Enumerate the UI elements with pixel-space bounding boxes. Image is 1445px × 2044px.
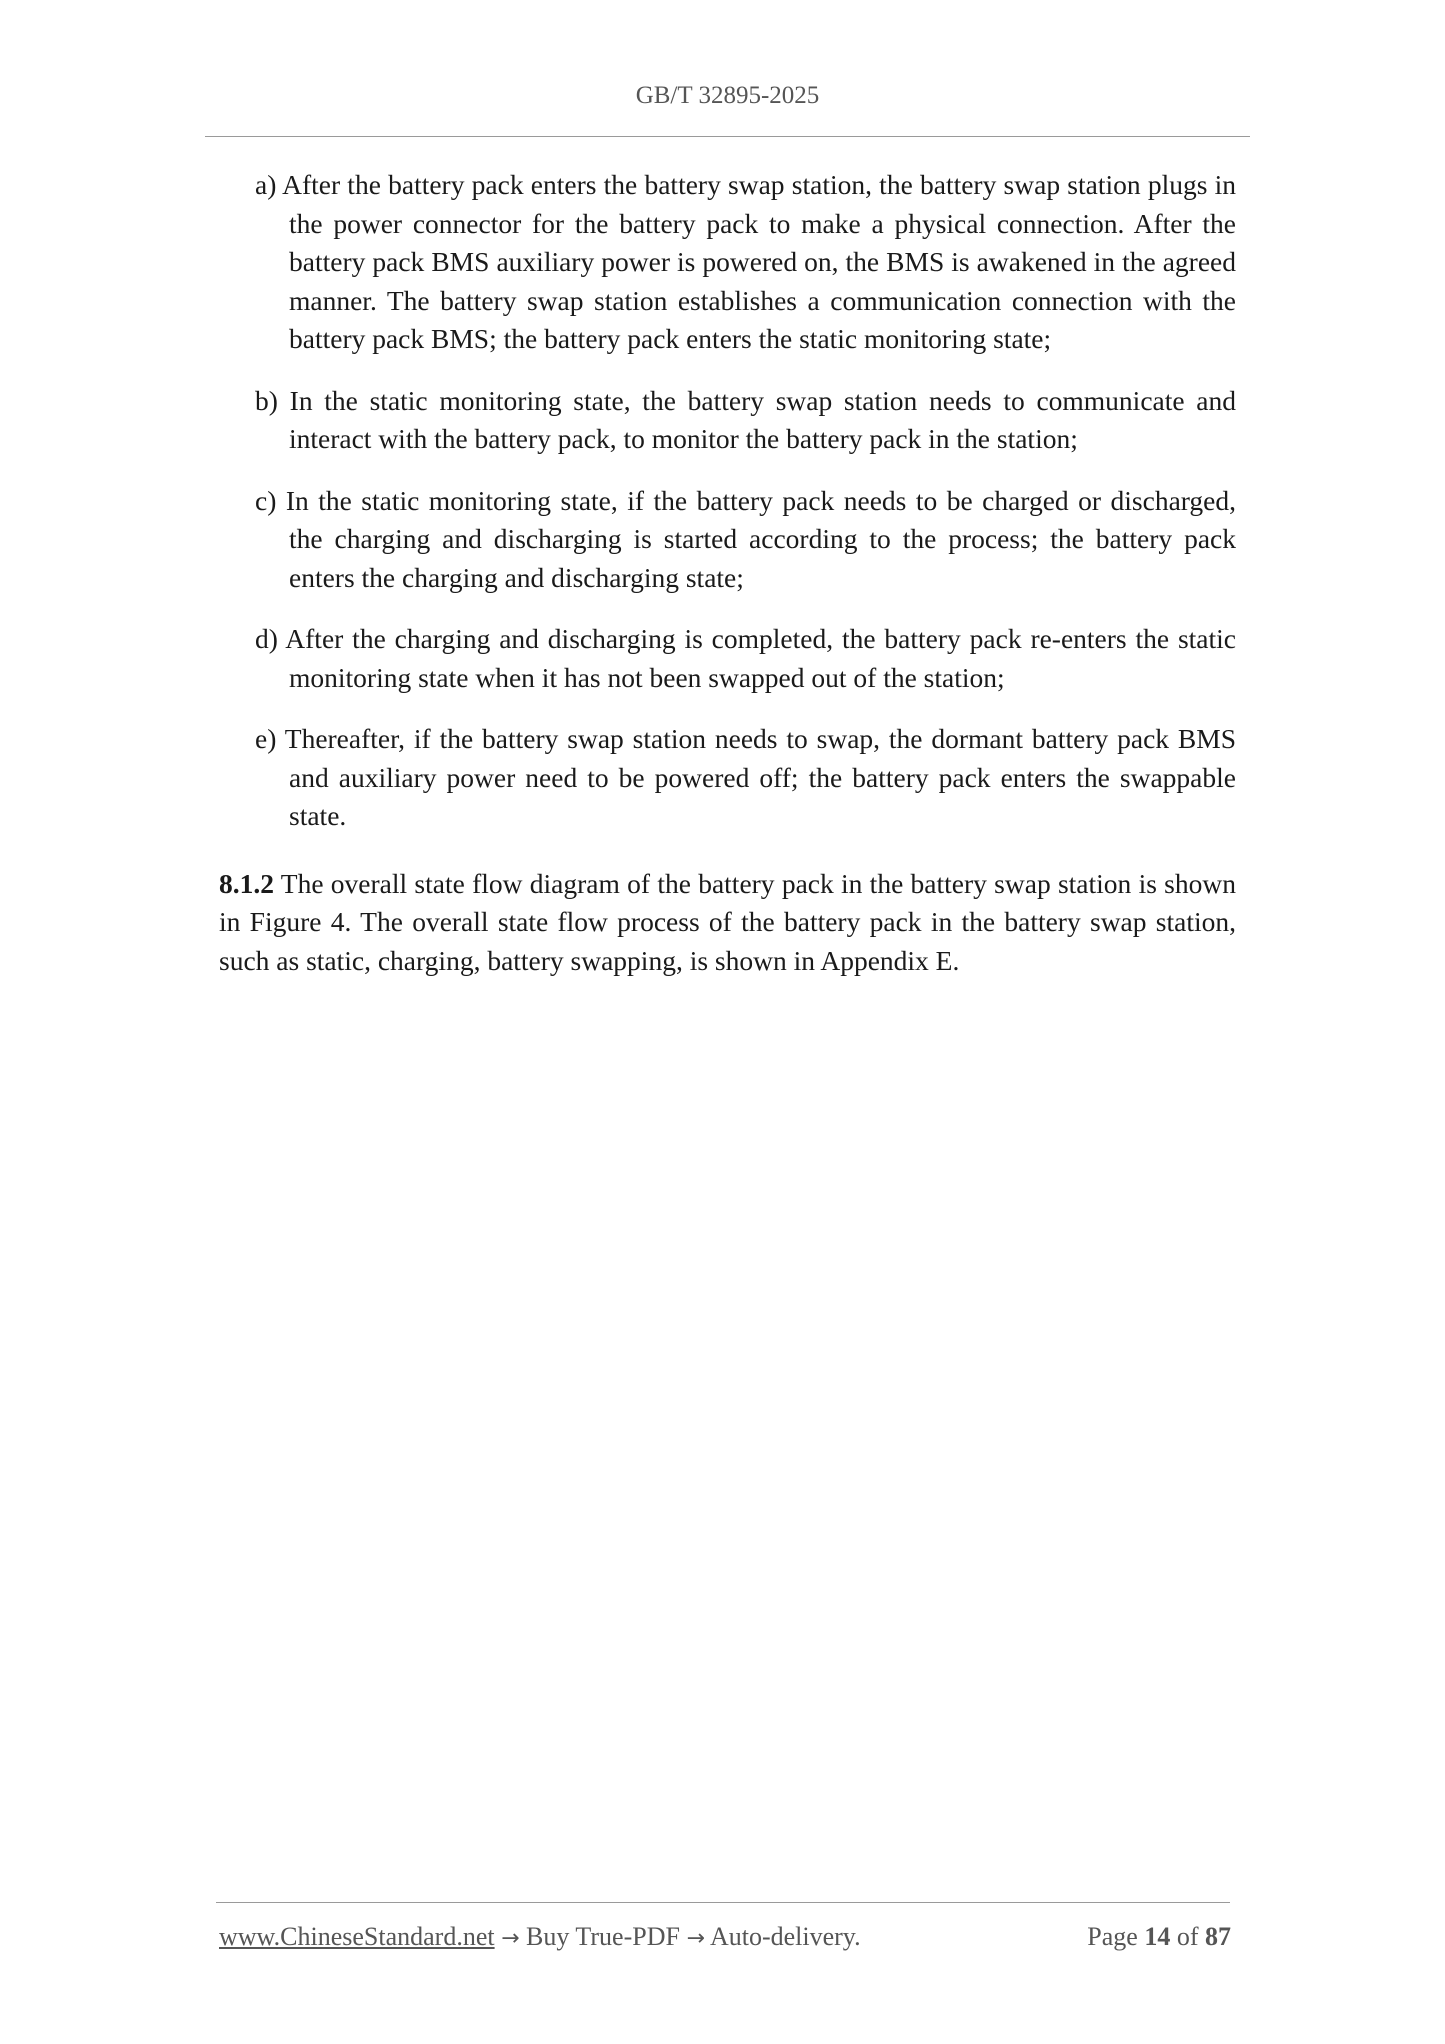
list-text: After the charging and discharging is completed, the battery pack re-enters the static monitoring state when it has not been swapped out of the station;	[285, 623, 1236, 693]
page-total: 87	[1205, 1922, 1231, 1951]
list-text: In the static monitoring state, if the battery pack needs to be charged or discharged, the charging and discharging is started according to the process; the battery pack enters the charging and discharging state;	[285, 484, 1237, 593]
page-number	[1087, 1922, 1231, 1952]
arrow-right-icon: →	[686, 1926, 705, 1951]
clause-number: 8.1.2	[219, 867, 274, 899]
header-divider	[205, 136, 1250, 137]
list-item-e	[255, 720, 1236, 836]
footer-divider	[216, 1902, 1230, 1903]
page-of: of	[1176, 1922, 1199, 1951]
list-item-b	[255, 382, 1236, 459]
list-label: b)	[255, 384, 278, 416]
footer-promo	[219, 1922, 861, 1952]
list-text: After the battery pack enters the battery swap station, the battery swap station plugs in the power connector for the battery pack to make a physical connection. After the battery pack BMS auxiliary power is powered on, the BMS is awakened in the agreed manner. The battery swap station establishes a communication connection with the battery pack BMS; the battery pack enters the static monitoring state;	[282, 169, 1237, 354]
list-text: Thereafter, if the battery swap station needs to swap, the dormant battery pack BMS and auxiliary power need to be powered off; the battery pack enters the swappable state.	[284, 723, 1236, 831]
buy-true-pdf-text: Buy True-PDF	[526, 1922, 680, 1951]
document-body	[219, 166, 1236, 980]
page-current: 14	[1144, 1922, 1171, 1951]
clause-8-1-2	[219, 865, 1236, 981]
clause-text: The overall state flow diagram of the battery pack in the battery swap station is shown in Figure 4. The overall state flow process of the battery pack in the battery swap station, such as static, charging, battery swapping, is shown in Appendix E.	[219, 867, 1236, 976]
page-label: Page	[1087, 1922, 1138, 1951]
list-label: c)	[255, 484, 277, 516]
list-label: a)	[255, 169, 277, 200]
list-item-d	[255, 620, 1236, 697]
list-text: In the static monitoring state, the battery swap station needs to communicate and interact with the battery pack, to monitor the battery pack in the station;	[289, 384, 1237, 454]
auto-delivery-text: Auto-delivery.	[709, 1922, 861, 1951]
list-item-a	[255, 166, 1236, 359]
document-header: GB/T 32895-2025	[635, 82, 820, 109]
list-item-c	[255, 482, 1236, 598]
arrow-right-icon: →	[501, 1926, 520, 1951]
list-label: e)	[255, 723, 277, 754]
list-label: d)	[255, 623, 278, 654]
website-link[interactable]: www.ChineseStandard.net	[219, 1922, 495, 1951]
